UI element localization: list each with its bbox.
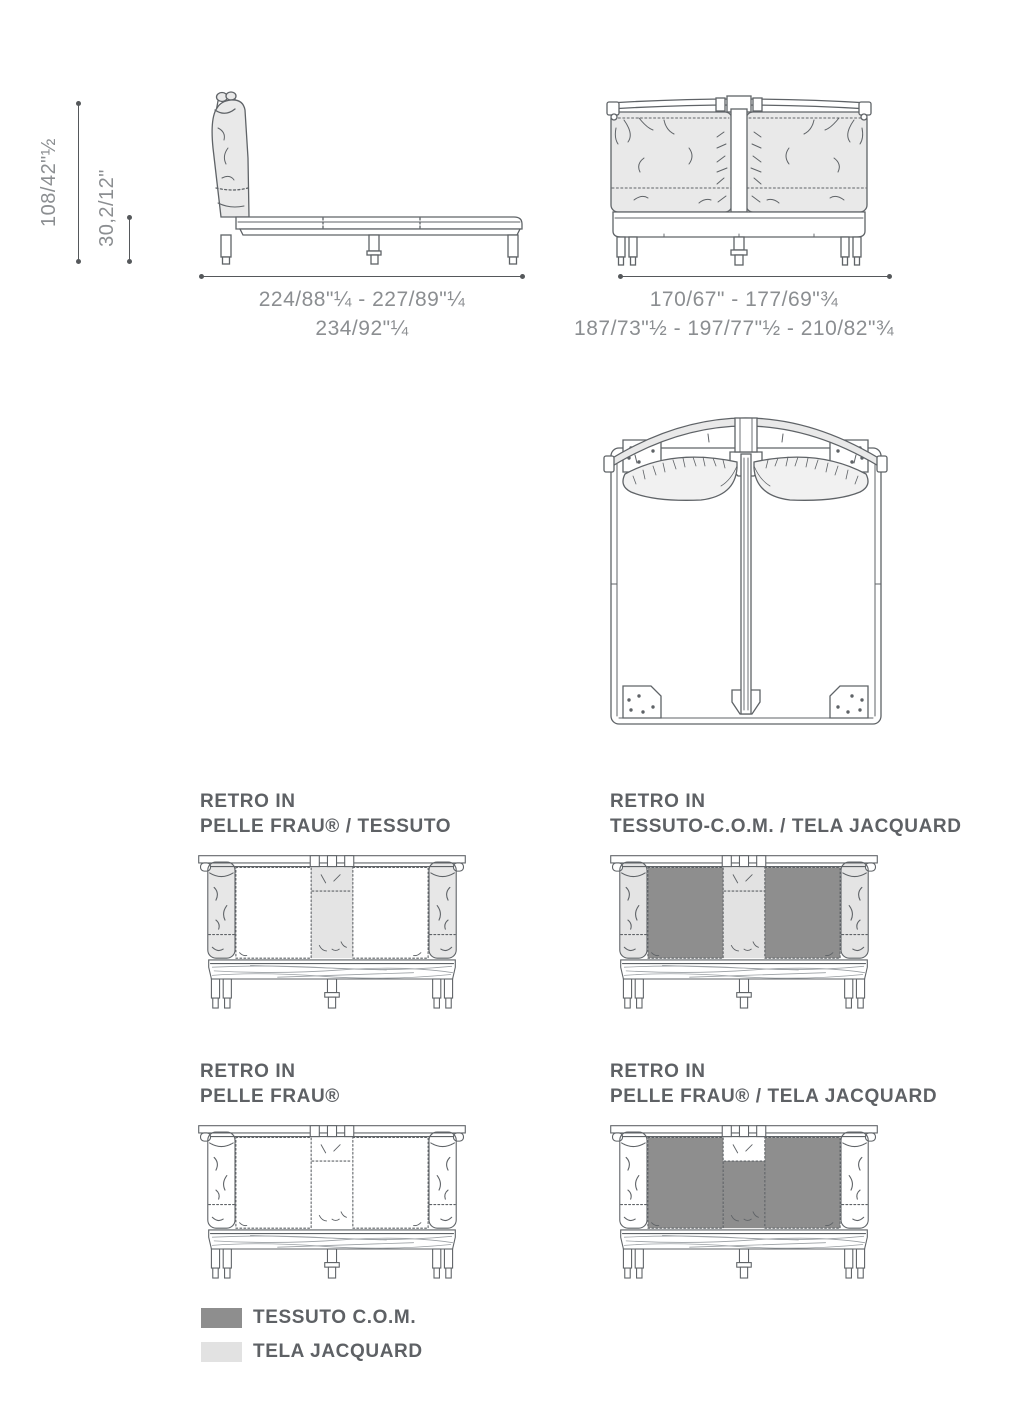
center-flap (723, 867, 765, 891)
dim-dot (520, 274, 525, 279)
center-flap (311, 1137, 353, 1161)
back-view-2-drawing (608, 851, 880, 1010)
bed-front-view (604, 88, 874, 268)
back-view-3-label-line1: RETRO IN (200, 1061, 296, 1082)
back-view-4-label (610, 1059, 937, 1109)
legend-swatch-tessuto-com (201, 1306, 242, 1329)
panel-left (648, 1137, 723, 1228)
panel-right (765, 867, 840, 958)
dim-dot (76, 259, 81, 264)
back-view-3-drawing (196, 1121, 468, 1280)
center-flap (311, 867, 353, 891)
back-view-3-label (200, 1059, 340, 1109)
bed-side-view (188, 88, 533, 278)
panel-right (765, 1137, 840, 1228)
back-view-4-drawing (608, 1121, 880, 1280)
back-view-3-label-line2: PELLE FRAU® (200, 1086, 340, 1107)
dim-height-total: 108/42"½ (38, 138, 60, 227)
legend-item-tela-jacquard (201, 1340, 423, 1363)
dim-length-line2: 234/92"¼ (315, 317, 409, 340)
center-strip (311, 1161, 353, 1228)
swatch-color (201, 1342, 242, 1362)
legend-label-tela-jacquard: TELA JACQUARD (253, 1340, 423, 1362)
dim-height-base: 30,2/12" (96, 169, 118, 247)
dim-line-width (620, 276, 890, 277)
back-view-2-label (610, 789, 962, 839)
panel-right (353, 1137, 428, 1228)
legend-label-tessuto-com: TESSUTO C.O.M. (253, 1306, 417, 1328)
panel-left (236, 867, 311, 958)
center-strip (723, 1161, 765, 1228)
dim-length-line1: 224/88"¼ - 227/89"¼ (258, 288, 466, 311)
dim-dot (127, 259, 132, 264)
center-strip (311, 891, 353, 958)
swatch-color (201, 1308, 242, 1328)
back-view-1-drawing (196, 851, 468, 1010)
dim-line-height-total (78, 103, 79, 262)
back-view-4-label-line1: RETRO IN (610, 1061, 706, 1082)
center-strip (723, 891, 765, 958)
bed-top-view (603, 396, 888, 731)
panel-right (353, 867, 428, 958)
dim-dot (127, 215, 132, 220)
back-view-1-label (200, 789, 451, 839)
dim-width-line1: 170/67" - 177/69"¾ (649, 288, 839, 311)
back-view-4-label-line2: PELLE FRAU® / TELA JACQUARD (610, 1086, 938, 1107)
dim-line-height-base (129, 217, 130, 262)
back-view-2-label-line2: TESSUTO-C.O.M. / TELA JACQUARD (610, 816, 962, 837)
center-flap (723, 1137, 765, 1161)
panel-left (236, 1137, 311, 1228)
dim-dot (76, 101, 81, 106)
legend-item-tessuto-com (201, 1306, 416, 1329)
legend-swatch-tela-jacquard (201, 1340, 242, 1363)
dim-dot (887, 274, 892, 279)
dim-dot (199, 274, 204, 279)
panel-left (648, 867, 723, 958)
dim-width-line2: 187/73"½ - 197/77"½ - 210/82"¾ (574, 317, 894, 340)
back-view-1-label-line2: PELLE FRAU® / TESSUTO (200, 816, 452, 837)
dim-line-length (201, 276, 523, 277)
dim-dot (618, 274, 623, 279)
back-view-1-label-line1: RETRO IN (200, 791, 296, 812)
back-view-2-label-line1: RETRO IN (610, 791, 706, 812)
